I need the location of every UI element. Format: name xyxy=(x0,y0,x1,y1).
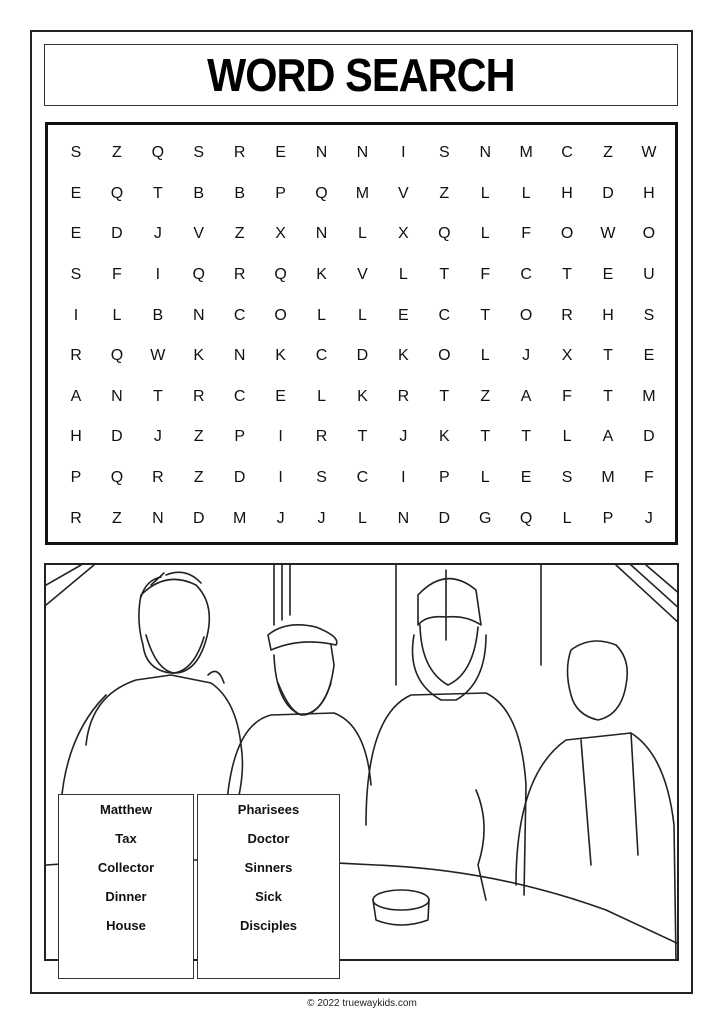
grid-letter: W xyxy=(150,347,166,365)
grid-letter: E xyxy=(602,266,614,284)
grid-letter: D xyxy=(233,469,246,487)
grid-letter: K xyxy=(316,266,327,284)
grid-letter: I xyxy=(278,428,283,446)
grid-letter: E xyxy=(520,469,532,487)
grid-letter: X xyxy=(275,225,286,243)
grid-letter: K xyxy=(193,347,205,365)
grid-row xyxy=(66,458,659,499)
grid-row xyxy=(66,295,659,336)
grid-letter: Q xyxy=(315,184,328,202)
grid-letter: S xyxy=(193,144,205,162)
grid-row xyxy=(66,417,659,458)
grid-letter: E xyxy=(275,387,286,405)
grid-row xyxy=(66,133,659,174)
grid-letter: Q xyxy=(110,469,124,487)
grid-letter: Z xyxy=(439,184,450,202)
grid-letter: J xyxy=(153,428,162,446)
grid-letter: E xyxy=(70,225,82,243)
grid-letter: L xyxy=(112,306,122,324)
grid-letter: S xyxy=(561,469,573,487)
grid-letter: J xyxy=(153,225,162,243)
grid-letter: O xyxy=(642,225,656,243)
grid-letter: R xyxy=(233,144,246,162)
word-list-item: Sinners xyxy=(244,860,293,875)
grid-letter: L xyxy=(358,225,367,243)
grid-letter: W xyxy=(641,144,657,162)
grid-letter: P xyxy=(438,469,450,487)
grid-letter: X xyxy=(398,225,409,243)
grid-letter: C xyxy=(520,266,532,284)
grid-letter: D xyxy=(111,225,123,243)
grid-letter: N xyxy=(111,387,123,405)
grid-letter: Q xyxy=(519,509,533,527)
grid-letter: Z xyxy=(112,509,122,527)
grid-letter: M xyxy=(355,184,370,202)
grid-letter: O xyxy=(560,225,574,243)
grid-letter: I xyxy=(278,469,283,487)
grid-letter: I xyxy=(401,144,406,162)
grid-letter: K xyxy=(357,387,368,405)
word-list-column-1 xyxy=(58,794,194,979)
grid-row xyxy=(66,174,659,215)
grid-letter: T xyxy=(152,184,163,202)
grid-letter: N xyxy=(315,225,328,243)
grid-letter: I xyxy=(401,469,406,487)
grid-letter: K xyxy=(275,347,286,365)
grid-letter: C xyxy=(561,144,573,162)
grid-letter: Q xyxy=(438,225,451,243)
word-search-grid xyxy=(45,122,678,545)
grid-letter: R xyxy=(233,266,246,284)
word-list-item: Disciples xyxy=(239,918,298,933)
grid-letter: T xyxy=(603,347,613,365)
grid-letter: J xyxy=(317,509,326,527)
grid-letter: P xyxy=(602,509,614,527)
grid-letter: F xyxy=(112,266,122,284)
grid-letter: J xyxy=(276,509,285,527)
grid-letter: Q xyxy=(110,184,124,202)
grid-letter: O xyxy=(438,347,451,365)
word-list-item: Doctor xyxy=(247,831,290,846)
grid-letter: T xyxy=(480,306,491,324)
grid-letter: G xyxy=(478,509,492,527)
grid-letter: H xyxy=(561,184,573,202)
grid-letter: R xyxy=(315,428,328,446)
grid-letter: L xyxy=(480,469,490,487)
grid-letter: T xyxy=(152,387,163,405)
grid-letter: B xyxy=(152,306,164,324)
grid-letter: M xyxy=(601,469,615,487)
grid-letter: A xyxy=(602,428,614,446)
grid-letter: S xyxy=(70,144,82,162)
grid-letter: S xyxy=(70,266,82,284)
grid-letter: L xyxy=(480,347,490,365)
grid-letter: M xyxy=(642,387,656,405)
grid-letter: D xyxy=(192,509,205,527)
grid-letter: S xyxy=(643,306,655,324)
grid-letter: Z xyxy=(112,144,122,162)
grid-letter: C xyxy=(356,469,369,487)
grid-letter: T xyxy=(439,387,450,405)
grid-row xyxy=(66,336,659,377)
grid-letter: N xyxy=(233,347,246,365)
grid-letter: D xyxy=(438,509,451,527)
grid-letter: Q xyxy=(192,266,205,284)
grid-letter: D xyxy=(643,428,655,446)
grid-letter: C xyxy=(233,387,246,405)
grid-letter: R xyxy=(70,509,82,527)
grid-letter: Z xyxy=(234,225,245,243)
grid-letter: L xyxy=(398,266,408,284)
grid-letter: A xyxy=(70,387,82,405)
grid-letter: P xyxy=(70,469,82,487)
grid-row xyxy=(66,214,659,255)
grid-letter: A xyxy=(520,387,532,405)
grid-letter: D xyxy=(111,428,123,446)
grid-letter: R xyxy=(70,347,82,365)
grid-letter: N xyxy=(397,509,410,527)
grid-letter: B xyxy=(234,184,246,202)
grid-letter: E xyxy=(398,306,409,324)
word-list-item: Sick xyxy=(255,889,282,904)
word-list-item: Collector xyxy=(97,860,155,875)
grid-letter: L xyxy=(521,184,531,202)
grid-letter: D xyxy=(602,184,614,202)
grid-letter: Q xyxy=(274,266,287,284)
grid-letter: O xyxy=(519,306,533,324)
grid-letter: N xyxy=(315,144,328,162)
grid-letter: L xyxy=(562,428,572,446)
grid-letter: R xyxy=(561,306,573,324)
copyright-footer: © 2022 truewaykids.com xyxy=(307,998,417,1009)
grid-letter: T xyxy=(439,266,450,284)
grid-letter: L xyxy=(358,306,367,324)
word-list-item: Matthew xyxy=(100,802,152,817)
grid-letter: Q xyxy=(110,347,124,365)
grid-row xyxy=(66,377,659,418)
grid-letter: J xyxy=(644,509,653,527)
grid-letter: L xyxy=(358,509,367,527)
word-list-column-2 xyxy=(197,794,340,979)
grid-letter: F xyxy=(521,225,532,243)
grid-row xyxy=(66,255,659,296)
grid-letter: Q xyxy=(151,144,165,162)
grid-letter: N xyxy=(356,144,369,162)
title-box xyxy=(44,44,678,106)
word-list-item: Dinner xyxy=(105,889,147,904)
grid-letter: H xyxy=(602,306,614,324)
grid-letter: I xyxy=(73,306,79,324)
grid-letter: T xyxy=(562,266,572,284)
grid-letter: C xyxy=(233,306,246,324)
grid-letter: K xyxy=(398,347,409,365)
grid-letter: V xyxy=(398,184,409,202)
grid-letter: I xyxy=(155,266,161,284)
grid-letter: T xyxy=(603,387,613,405)
grid-letter: Z xyxy=(193,428,204,446)
grid-letter: W xyxy=(600,225,616,243)
grid-letter: D xyxy=(356,347,369,365)
grid-letter: U xyxy=(643,266,655,284)
grid-letter: E xyxy=(70,184,82,202)
grid-letter: L xyxy=(480,225,490,243)
grid-letter: R xyxy=(397,387,410,405)
grid-letter: E xyxy=(643,347,655,365)
grid-letter: T xyxy=(521,428,532,446)
grid-letter: R xyxy=(152,469,164,487)
grid-letter: P xyxy=(234,428,246,446)
word-list-item: House xyxy=(106,918,146,933)
grid-letter: J xyxy=(522,347,531,365)
grid-letter: S xyxy=(438,144,450,162)
grid-letter: E xyxy=(275,144,286,162)
grid-letter: Z xyxy=(480,387,491,405)
word-list-item: Tax xyxy=(115,831,137,846)
grid-letter: H xyxy=(643,184,655,202)
grid-letter: M xyxy=(233,509,247,527)
grid-letter: C xyxy=(438,306,451,324)
grid-letter: L xyxy=(317,306,326,324)
grid-letter: H xyxy=(70,428,82,446)
grid-letter: F xyxy=(480,266,491,284)
page-title: WORD SEARCH xyxy=(207,49,515,101)
grid-letter: C xyxy=(315,347,328,365)
grid-letter: L xyxy=(480,184,490,202)
grid-letter: T xyxy=(480,428,491,446)
grid-row xyxy=(66,498,659,539)
grid-letter: T xyxy=(357,428,368,446)
letter-grid xyxy=(66,133,659,539)
grid-letter: L xyxy=(317,387,326,405)
grid-letter: V xyxy=(193,225,205,243)
grid-letter: X xyxy=(561,347,573,365)
grid-letter: N xyxy=(479,144,491,162)
grid-letter: F xyxy=(562,387,572,405)
grid-letter: K xyxy=(438,428,450,446)
grid-letter: P xyxy=(275,184,286,202)
grid-letter: Z xyxy=(603,144,613,162)
grid-letter: N xyxy=(192,306,205,324)
grid-letter: R xyxy=(192,387,205,405)
grid-letter: O xyxy=(274,306,287,324)
word-list-item: Pharisees xyxy=(237,802,300,817)
grid-letter: L xyxy=(562,509,572,527)
grid-letter: V xyxy=(357,266,368,284)
grid-letter: S xyxy=(316,469,327,487)
grid-letter: B xyxy=(193,184,205,202)
grid-letter: J xyxy=(399,428,408,446)
grid-letter: F xyxy=(644,469,654,487)
grid-letter: Z xyxy=(193,469,204,487)
grid-letter: N xyxy=(152,509,164,527)
grid-letter: M xyxy=(519,144,533,162)
